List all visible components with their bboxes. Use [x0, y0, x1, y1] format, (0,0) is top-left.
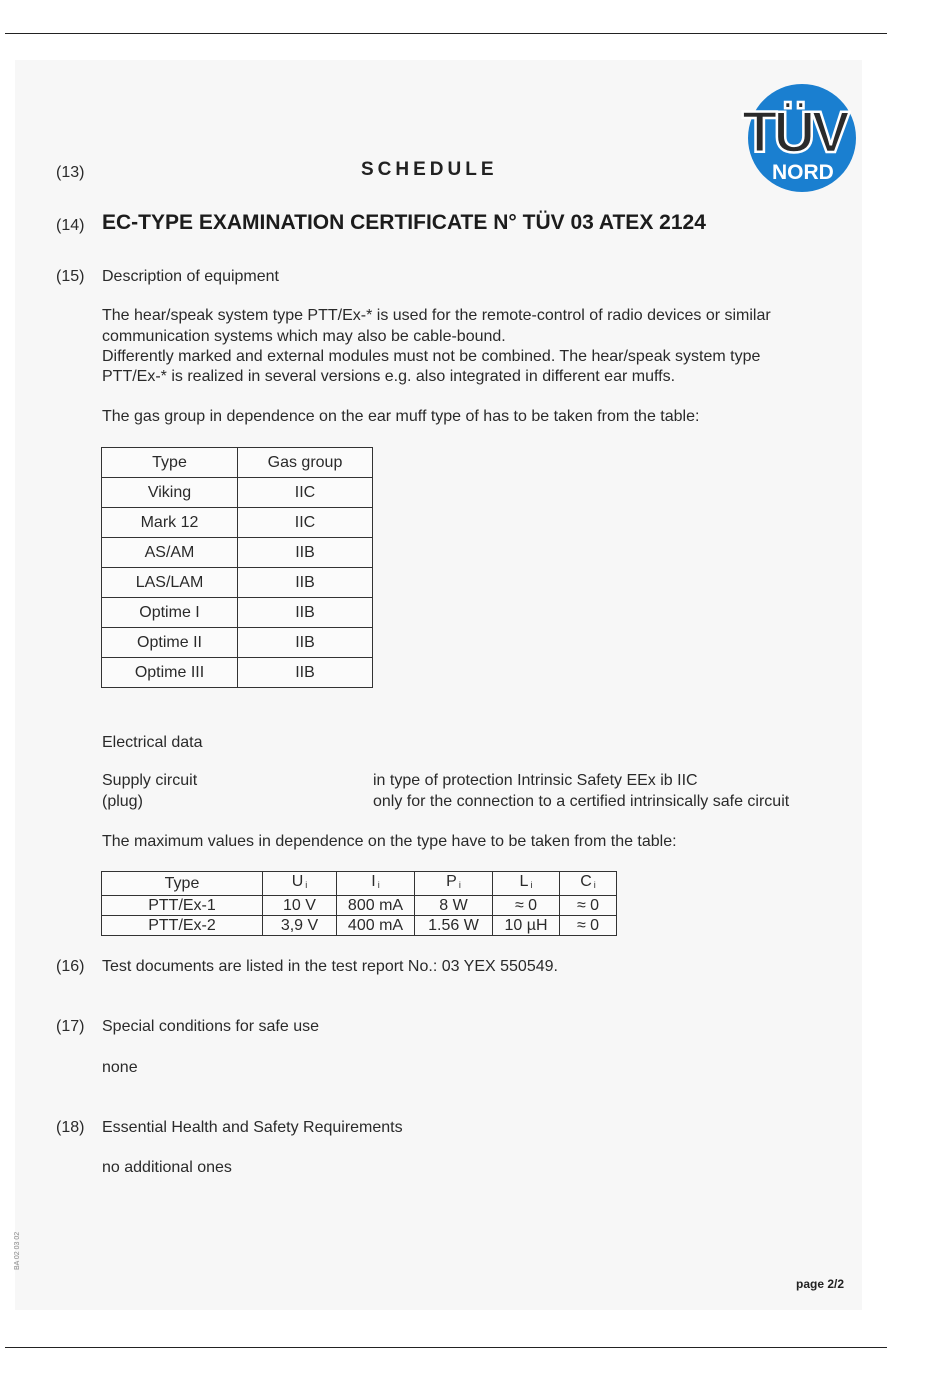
description-line-2: communication systems which may also be cable-bound.	[102, 328, 506, 345]
description-line-1: The hear/speak system type PTT/Ex-* is used for the remote-control of radio devices or similar	[102, 307, 771, 324]
gas-group-intro: The gas group in dependence on the ear muff type of has to be taken from the table:	[102, 408, 700, 425]
ehsr-heading: Essential Health and Safety Requirements	[102, 1119, 403, 1136]
cell-ui: 10 V	[263, 896, 337, 916]
cell-type: Optime I	[102, 598, 238, 628]
cell-gas-group: IIB	[238, 598, 373, 628]
test-documents-text: Test documents are listed in the test report No.: 03 YEX 550549.	[102, 958, 558, 975]
section-13-number: (13)	[56, 164, 85, 181]
column-header-pi: P $_i$	[415, 872, 493, 896]
column-header-gas-group: Gas group	[238, 448, 373, 478]
supply-circuit-label: Supply circuit	[102, 772, 198, 789]
cell-type: LAS/LAM	[102, 568, 238, 598]
section-15-number: (15)	[56, 268, 85, 285]
description-heading: Description of equipment	[102, 268, 279, 285]
column-header-ui: U $_i$	[263, 872, 337, 896]
description-line-4: PTT/Ex-* is realized in several versions e.g. also integrated in different ear muffs.	[102, 368, 676, 385]
table-row	[102, 538, 373, 568]
side-form-code: BA 02 03 02	[14, 1231, 21, 1270]
cell-gas-group: IIB	[238, 568, 373, 598]
cell-gas-group: IIC	[238, 508, 373, 538]
column-header-type: Type	[102, 448, 238, 478]
section-17-number: (17)	[56, 1018, 85, 1035]
cell-gas-group: IIB	[238, 658, 373, 688]
special-conditions-value: none	[102, 1059, 138, 1076]
column-header-ii: I $_i$	[337, 872, 415, 896]
table-header-row	[102, 872, 617, 896]
cell-type: Optime II	[102, 628, 238, 658]
cell-type: Viking	[102, 478, 238, 508]
table-row	[102, 658, 373, 688]
cell-gas-group: IIC	[238, 478, 373, 508]
column-header-ci: C $_i$	[560, 872, 617, 896]
section-18-number: (18)	[56, 1119, 85, 1136]
column-header-li: L $_i$	[493, 872, 560, 896]
electrical-data-heading: Electrical data	[102, 734, 203, 751]
cell-ci: ≈ 0	[560, 896, 617, 916]
cell-ui: 3,9 V	[263, 916, 337, 936]
cell-gas-group: IIB	[238, 628, 373, 658]
table-row	[102, 896, 617, 916]
cell-type: Mark 12	[102, 508, 238, 538]
table-row	[102, 598, 373, 628]
table-row	[102, 568, 373, 598]
max-values-table	[101, 871, 617, 936]
cell-type: PTT/Ex-1	[102, 896, 263, 916]
column-header-type: Type	[102, 872, 263, 896]
table-row	[102, 478, 373, 508]
cell-type: AS/AM	[102, 538, 238, 568]
supply-connection-value: only for the connection to a certified intrinsically safe circuit	[373, 793, 790, 810]
cell-li: ≈ 0	[493, 896, 560, 916]
supply-protection-value: in type of protection Intrinsic Safety EEx ib IIC	[373, 772, 698, 789]
page-number: page 2/2	[796, 1277, 845, 1291]
logo-top-text: TÜV	[742, 100, 846, 165]
top-rule	[5, 33, 887, 34]
cell-li: 10 µH	[493, 916, 560, 936]
cell-type: PTT/Ex-2	[102, 916, 263, 936]
logo-bottom-text: NORD	[772, 161, 834, 184]
cell-ci: ≈ 0	[560, 916, 617, 936]
gas-group-table	[101, 447, 373, 688]
cell-ii: 800 mA	[337, 896, 415, 916]
certificate-title: EC-TYPE EXAMINATION CERTIFICATE N° TÜV 03 ATEX 2124	[102, 211, 706, 234]
table-row	[102, 916, 617, 936]
bottom-rule	[5, 1347, 887, 1348]
table-row	[102, 508, 373, 538]
ehsr-value: no additional ones	[102, 1159, 232, 1176]
section-14-number: (14)	[56, 217, 85, 234]
table-row	[102, 628, 373, 658]
cell-ii: 400 mA	[337, 916, 415, 936]
schedule-title: SCHEDULE	[361, 159, 498, 180]
cell-pi: 8 W	[415, 896, 493, 916]
tuv-nord-logo	[738, 80, 860, 195]
table-header-row	[102, 448, 373, 478]
supply-plug-label: (plug)	[102, 793, 143, 810]
cell-gas-group: IIB	[238, 538, 373, 568]
max-values-intro: The maximum values in dependence on the type have to be taken from the table:	[102, 833, 677, 850]
cell-pi: 1.56 W	[415, 916, 493, 936]
section-16-number: (16)	[56, 958, 85, 975]
cell-type: Optime III	[102, 658, 238, 688]
special-conditions-heading: Special conditions for safe use	[102, 1018, 320, 1035]
description-line-3: Differently marked and external modules must not be combined. The hear/speak system type	[102, 348, 761, 365]
